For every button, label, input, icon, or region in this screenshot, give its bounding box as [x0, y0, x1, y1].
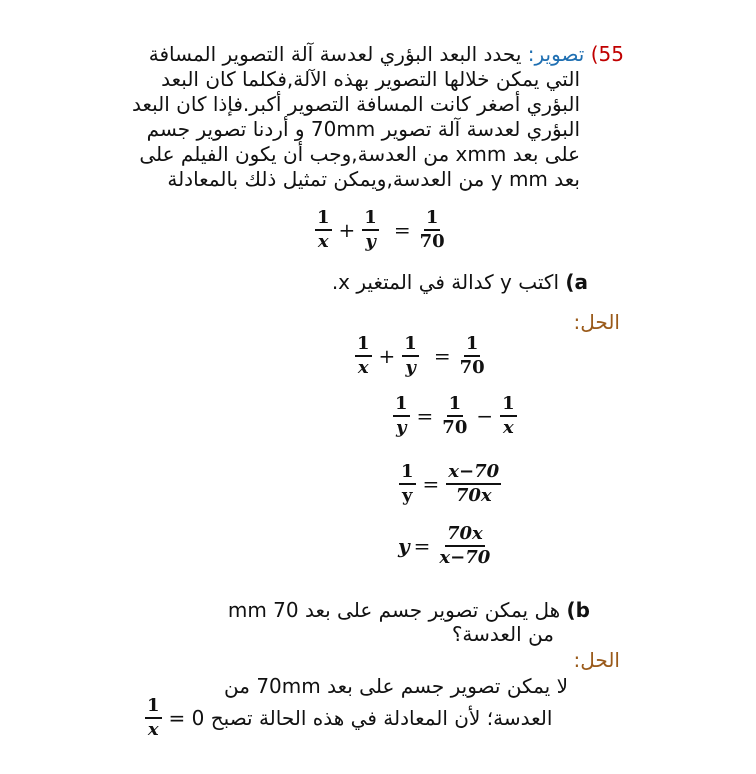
solution-b-label: الحل: [573, 648, 620, 672]
problem-line-4: البؤري لعدسة آلة تصوير 70mm و أردنا تصوير جسم [146, 117, 580, 141]
problem-line-6: بعد y mm من العدسة,ويمكن تمثيل ذلك بالمعادلة [167, 167, 580, 191]
part-b-line-1 [228, 598, 590, 623]
problem-line-1 [149, 42, 624, 67]
solution-b-text-2: العدسة؛ لأن المعادلة في هذه الحالة تصبح 0 = [168, 705, 553, 730]
fraction-1-over-y: $\frac{1}{y}$ [364, 207, 377, 252]
step-2: $\frac{1}{y}$ = $\frac{1}{70}$ − $\frac{1}{x}$ [395, 393, 515, 438]
problem-number: 55) [590, 42, 624, 66]
problem-line-3: البؤري أصغر كانت المسافة التصوير أكبر.فإذا كان البعد [131, 92, 580, 116]
part-b-text: هل يمكن تصوير جسم على بعد 70 mm [227, 598, 561, 622]
fraction-1-over-x: $\frac{1}{x}$ [317, 207, 330, 252]
solution-b-line-2 [142, 696, 552, 740]
part-a-label: a) [565, 270, 588, 294]
solution-a-label: الحل: [573, 310, 620, 334]
part-b-line-2: من العدسة؟ [451, 622, 554, 646]
step-3: $\frac{1}{y}$ = $\frac{x-70}{70x}$ [401, 461, 500, 506]
problem-text-1: يحدد البعد البؤري لعدسة آلة التصوير المسافة [148, 42, 522, 66]
problem-title: تصوير: [527, 42, 585, 66]
problem-line-2: التي يمكن خلالها التصوير بهذه الآلة,فكلما كان البعد [161, 67, 580, 91]
fraction-1-over-x-b: $\frac{1}{x}$ [147, 695, 160, 740]
problem-line-5: على بعد xmm من العدسة,وجب أن يكون الفيلم على [139, 142, 580, 166]
main-equation: $\frac{1}{x}$ + $\frac{1}{y}$ = $\frac{1}{70}$ [317, 207, 445, 252]
part-a-text: اكتب y كدالة في المتغير x. [331, 270, 559, 294]
step-1: $\frac{1}{x}$ + $\frac{1}{y}$ = $\frac{1}{70}$ [357, 333, 485, 378]
part-a [332, 270, 588, 295]
solution-b-line-1: لا يمكن تصوير جسم على بعد 70mm من [224, 674, 568, 698]
step-4: y = $\frac{70x}{x-70}$ [398, 523, 491, 568]
part-b-label: b) [566, 598, 590, 622]
fraction-1-over-70: $\frac{1}{70}$ [419, 207, 445, 252]
